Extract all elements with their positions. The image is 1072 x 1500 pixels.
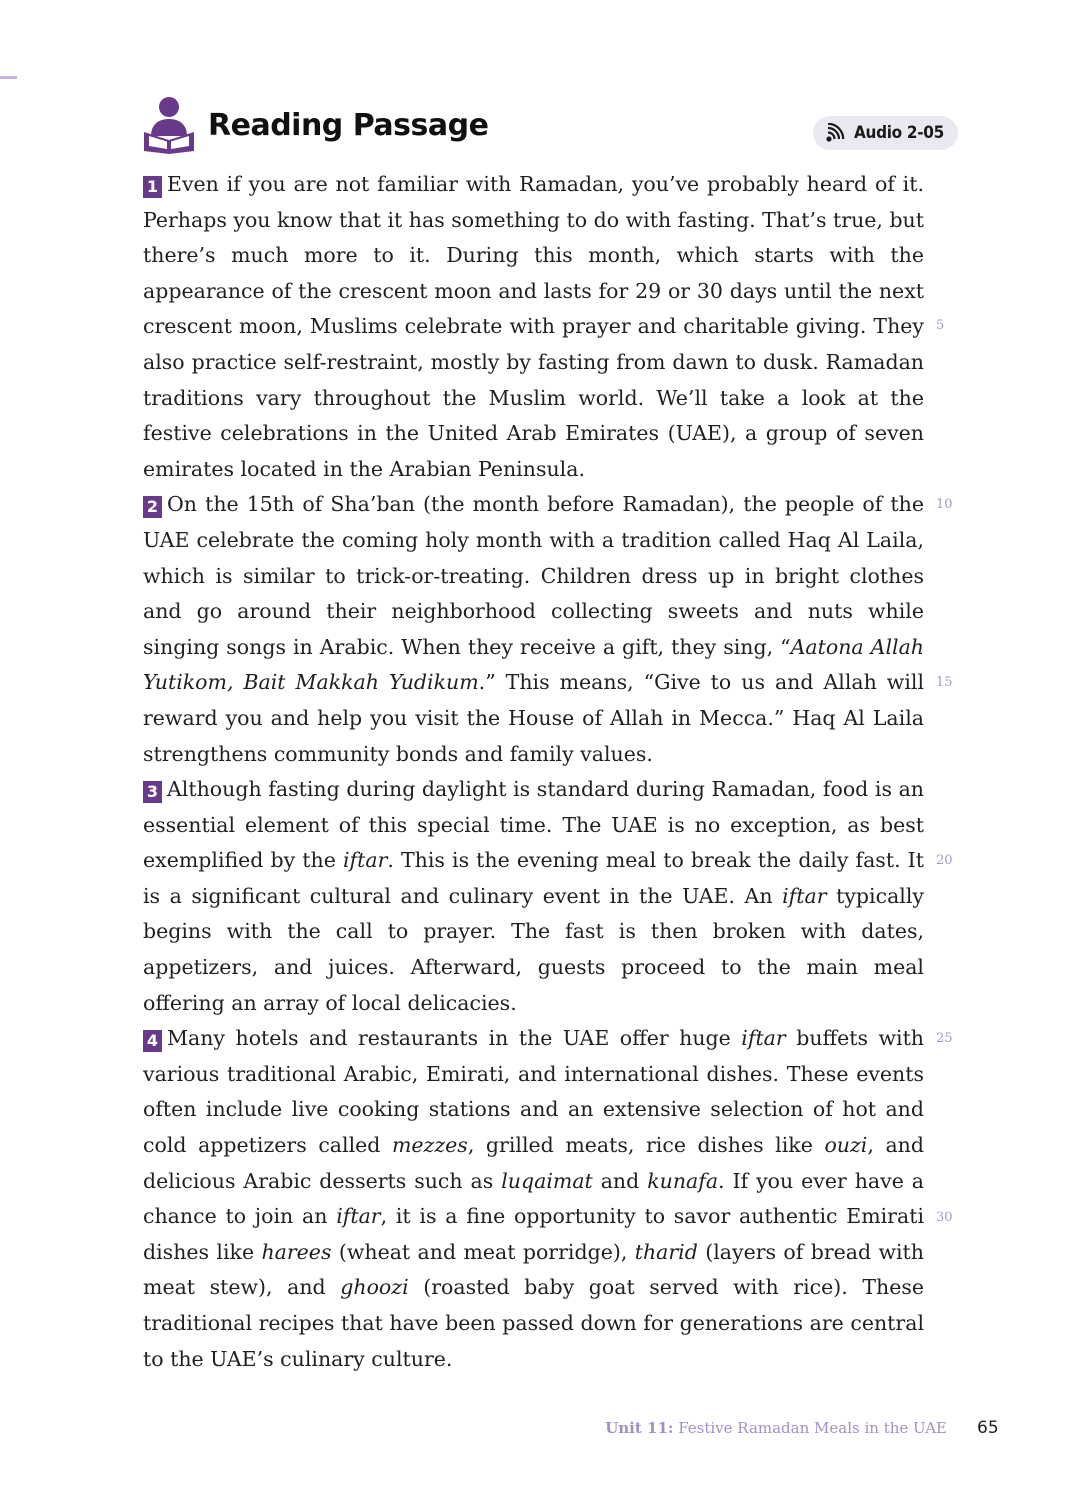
passage-paragraph — [143, 167, 924, 487]
paragraph-text: Although fasting during daylight is standard during Ramadan, food is an essential element of this special time. The UAE is no exception, as best exemplified by the — [143, 777, 924, 873]
paragraph-text: , it is a fine opportunity to savor authentic Emirati dishes like — [143, 1204, 925, 1264]
line-number: 5 — [936, 318, 945, 333]
line-number: 20 — [936, 853, 953, 868]
paragraph-text: (wheat and meat porridge), — [331, 1239, 635, 1264]
page-number: 65 — [977, 1418, 999, 1438]
page-title: Reading Passage — [208, 108, 489, 143]
paragraph-number-badge: 2 — [143, 496, 162, 518]
italic-term: ouzi — [824, 1133, 868, 1158]
passage-paragraph — [143, 1021, 924, 1377]
italic-term: iftar — [336, 1204, 381, 1229]
audio-waves-icon — [825, 123, 849, 143]
passage-paragraph — [143, 487, 924, 772]
paragraph-text: (roasted baby goat served with rice). These traditional recipes that have been passed down for generations are central to the UAE’s culinary culture. — [143, 1275, 924, 1371]
paragraph-text: typically begins with the call to prayer. The fast is then broken with dates, appetizers, and juices. Afterward, guests proceed to the main meal offering an array of local delicacies. — [143, 883, 924, 1015]
paragraph-text: On the 15th of Sha’ban (the month before Ramadan), the people of the UAE celebrate the coming holy month with a tradition called Haq Al Laila, which is similar to trick-or-treating. Children dress up in bright clothes and go around their neighborhood collecting sweets and nuts while singing songs in Arabic. When they receive a gift, they sing, “ — [143, 492, 924, 659]
italic-term: mezzes — [391, 1133, 468, 1158]
section-header — [142, 96, 958, 160]
reading-passage — [143, 167, 924, 1377]
paragraph-number-badge: 3 — [143, 781, 162, 803]
italic-term: luqaimat — [501, 1168, 593, 1193]
paragraph-text: . This is the evening meal to break the daily fast. It is a significant cultural and culinary event in the UAE. An — [143, 848, 924, 908]
audio-label: Audio 2-05 — [853, 123, 944, 143]
italic-term: harees — [261, 1239, 332, 1264]
italic-term: ghoozi — [340, 1275, 409, 1300]
line-number: 30 — [936, 1210, 953, 1225]
line-number: 10 — [936, 497, 953, 512]
audio-button[interactable] — [813, 116, 958, 150]
paragraph-text: . If you ever have a chance to join an — [143, 1168, 924, 1229]
italic-term: iftar — [342, 848, 388, 873]
paragraph-number-badge: 1 — [143, 176, 162, 198]
paragraph-text: .” This means, “Give to us and Allah will reward you and help you visit the House of Allah in Mecca.” Haq Al Laila strengthens community bonds and family values. — [143, 670, 925, 766]
paragraph-text: Even if you are not familiar with Ramadan, you’ve probably heard of it. Perhaps you know that it has something to do with fasting. That’s true, but there’s much more to it. During this month, which starts with the appearance of the crescent moon and lasts for 29 or 30 days until the next crescent moon, Muslims celebrate with prayer and charitable giving. They also practice self-restraint, mostly by fasting from dawn to dusk. Ramadan traditions vary throughout the Muslim world. We’ll take a look at the festive celebrations in the United Arab Emirates (UAE), a group of seven emirates located in the Arabian Peninsula. — [143, 172, 925, 481]
paragraph-text: (layers of bread with meat stew), and — [143, 1239, 925, 1300]
footer-unit-label: Unit 11: — [605, 1419, 674, 1437]
line-number: 15 — [936, 675, 953, 690]
italic-term: iftar — [741, 1026, 786, 1051]
reading-person-icon — [142, 96, 196, 154]
paragraph-text: , grilled meats, rice dishes like — [467, 1133, 825, 1158]
italic-term: tharid — [634, 1239, 698, 1264]
paragraph-text: buffets with various traditional Arabic, Emirati, and international dishes. These events often include live cooking stations and an extensive selection of hot and cold appetizers called — [143, 1026, 925, 1158]
paragraph-text: , and delicious Arabic desserts such as — [143, 1133, 924, 1193]
italic-term: Aatona Allah Yutikom, Bait Makkah Yudikum — [143, 634, 924, 695]
footer-unit-name: Festive Ramadan Meals in the UAE — [673, 1419, 947, 1437]
footer-unit-title — [605, 1419, 947, 1437]
paragraph-number-badge: 4 — [143, 1030, 162, 1052]
italic-term: kunafa — [647, 1168, 719, 1193]
italic-term: iftar — [782, 883, 827, 908]
page-edge-marker — [0, 76, 17, 79]
passage-paragraph — [143, 772, 924, 1021]
line-number: 25 — [936, 1031, 953, 1046]
paragraph-text: Many hotels and restaurants in the UAE offer huge — [167, 1026, 742, 1051]
paragraph-text: and — [592, 1168, 648, 1193]
